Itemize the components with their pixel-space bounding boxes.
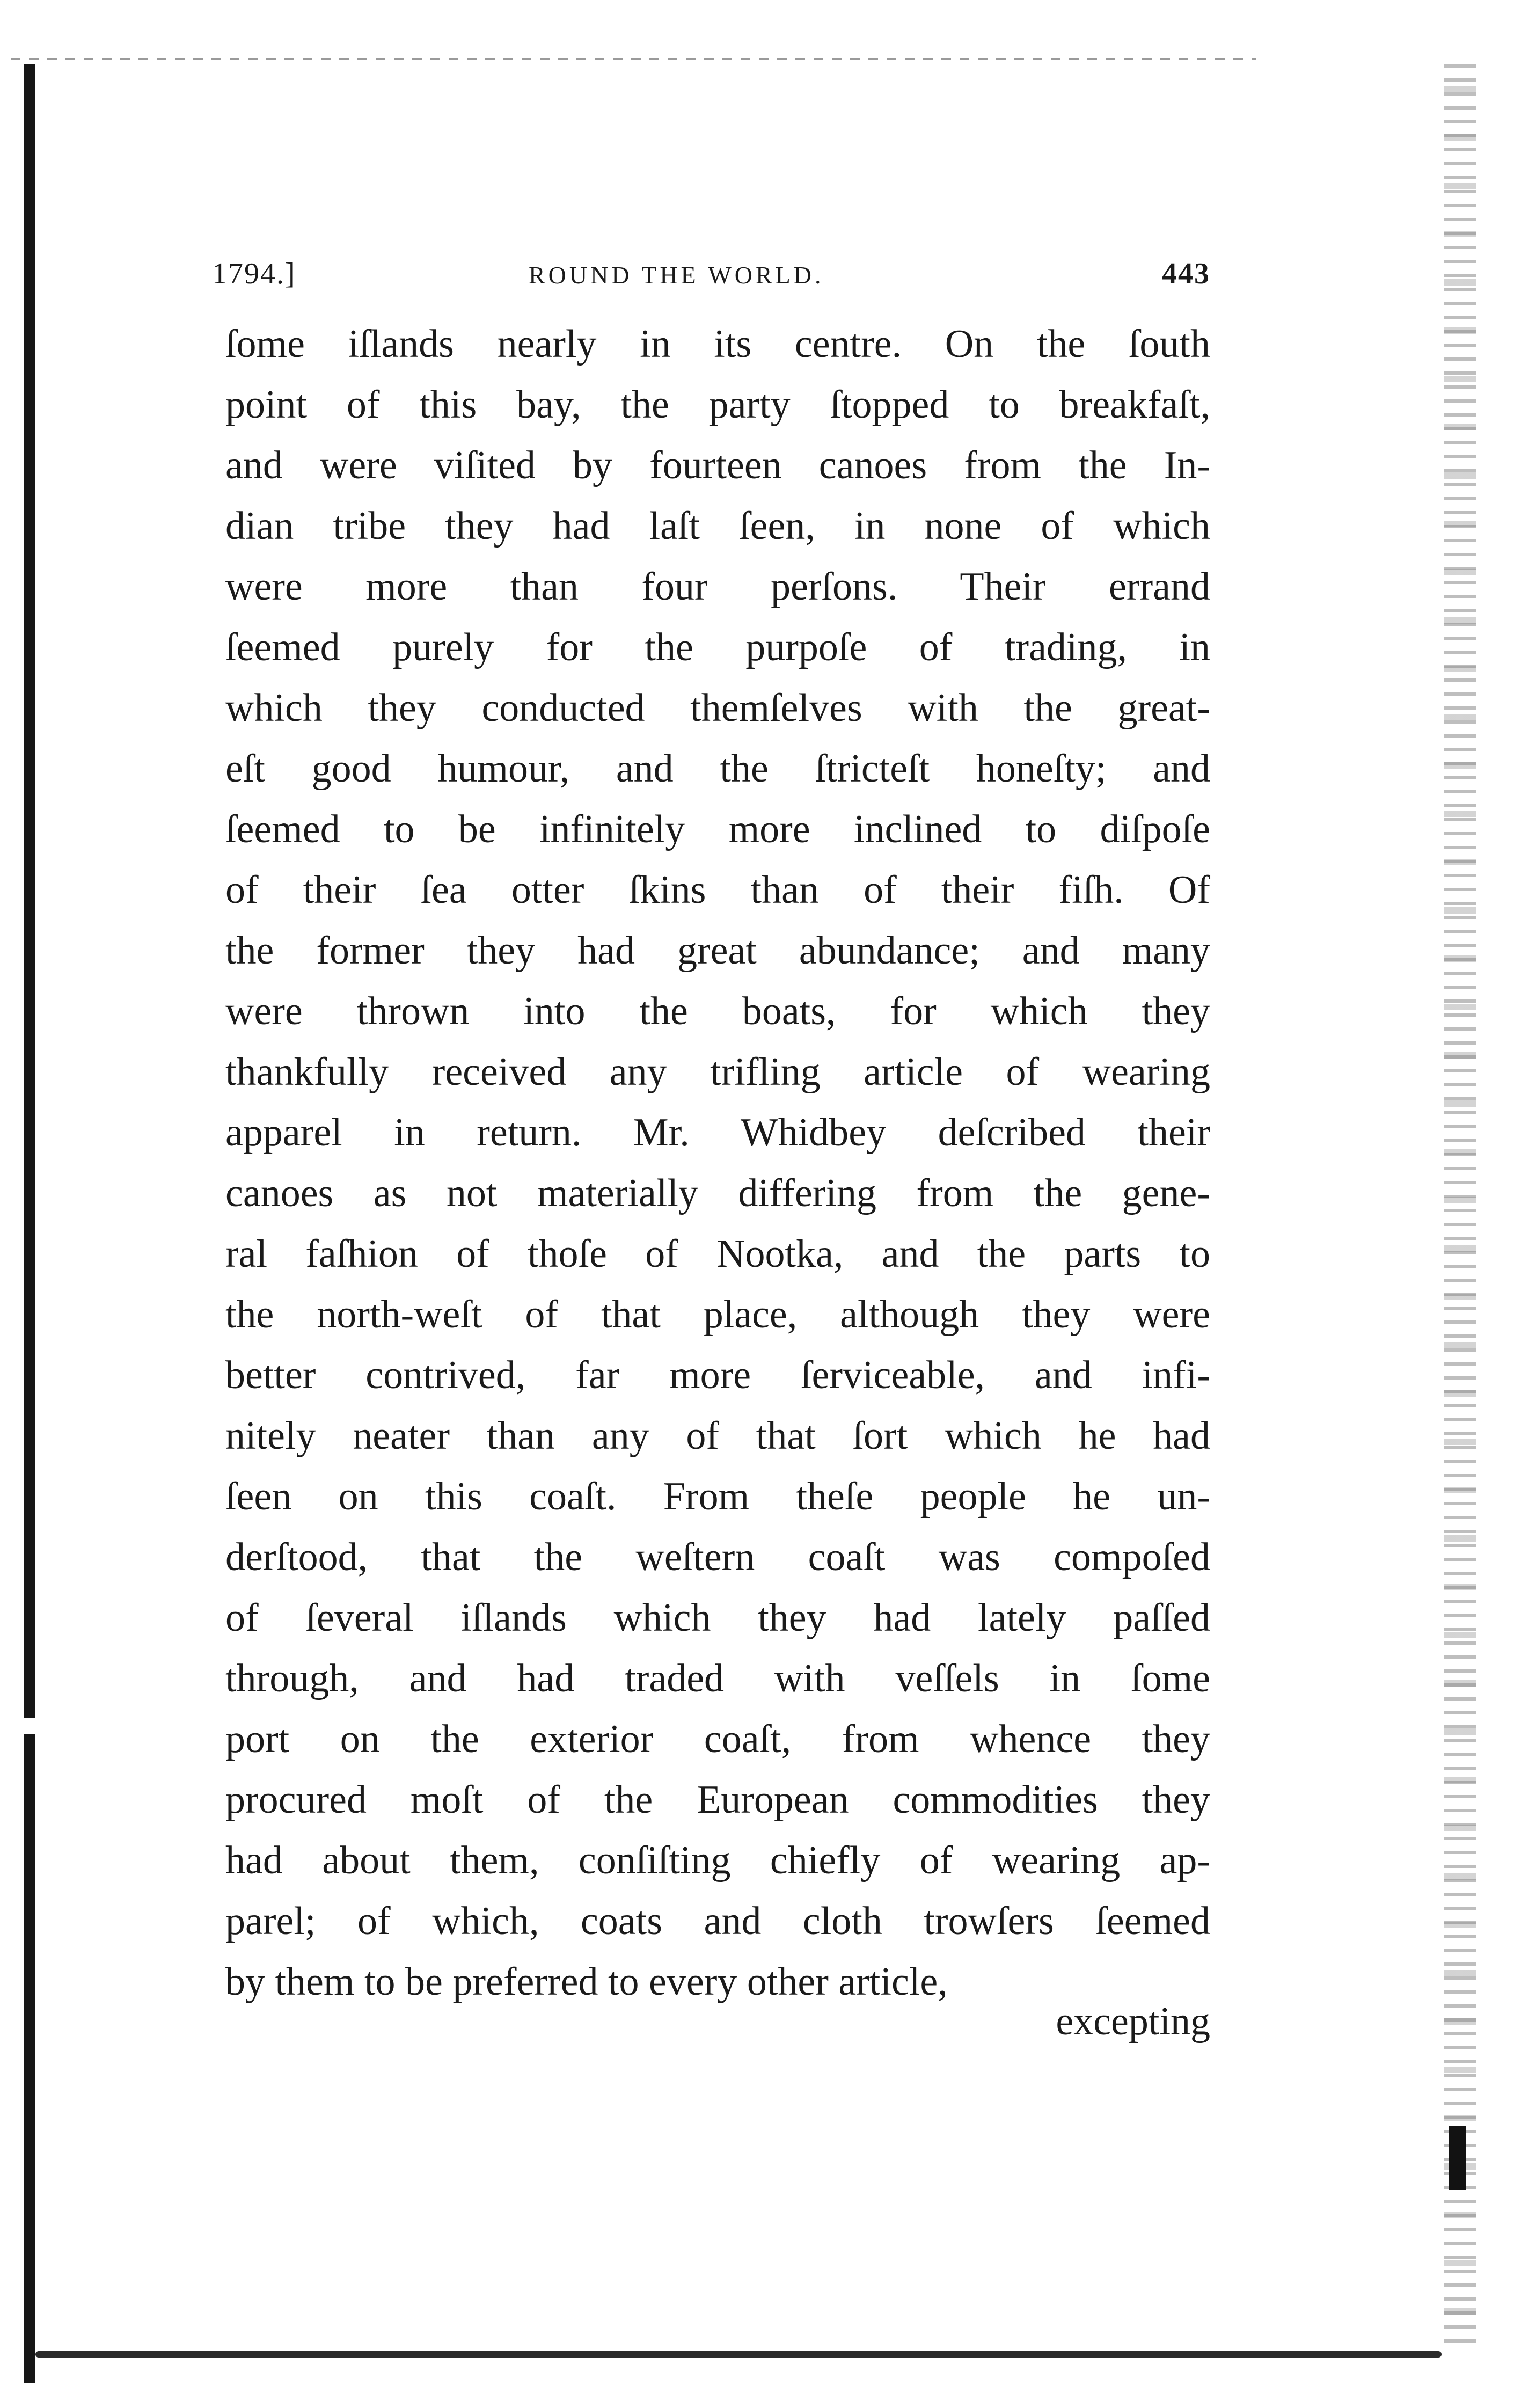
text-line: the north-weſt of that place, although they were bbox=[225, 1293, 1210, 1337]
text-line: had about them, conſiſting chiefly of wearing ap- bbox=[225, 1838, 1210, 1882]
text-line: were thrown into the boats, for which they bbox=[225, 989, 1210, 1033]
text-line: through, and had traded with veſſels in ſome bbox=[225, 1657, 1210, 1701]
text-line: of their ſea otter ſkins than of their fiſh. Of bbox=[225, 868, 1210, 912]
top-page-rule bbox=[11, 58, 1256, 60]
text-line: parel; of which, coats and cloth trowſers ſeemed bbox=[225, 1899, 1210, 1943]
running-head-title: ROUND THE WORLD. bbox=[529, 261, 824, 289]
text-line: the former they had great abundance; and many bbox=[225, 929, 1210, 973]
text-line: procured moſt of the European commodities they bbox=[225, 1778, 1210, 1822]
text-line: eſt good humour, and the ſtricteſt honeſty; and bbox=[225, 747, 1210, 791]
text-line: ral faſhion of thoſe of Nootka, and the parts to bbox=[225, 1232, 1210, 1276]
text-line: ſeemed purely for the purpoſe of trading, in bbox=[225, 625, 1210, 669]
text-line: apparel in return. Mr. Whidbey deſcribed their bbox=[225, 1111, 1210, 1155]
text-line: which they conducted themſelves with the great- bbox=[225, 686, 1210, 730]
text-line: by them to be preferred to every other article, bbox=[225, 1960, 948, 2004]
text-line: port on the exterior coaſt, from whence they bbox=[225, 1717, 1210, 1761]
text-line: ſeemed to be infinitely more inclined to diſpoſe bbox=[225, 807, 1210, 851]
catchword: excepting bbox=[1056, 2000, 1210, 2044]
binding-edge-lower bbox=[24, 1734, 35, 2383]
page-number: 443 bbox=[1162, 257, 1210, 290]
text-line: of ſeveral iſlands which they had lately paſſed bbox=[225, 1596, 1210, 1640]
running-head-year: 1794.] bbox=[212, 257, 296, 290]
running-head bbox=[212, 257, 1210, 300]
bottom-page-edge bbox=[35, 2351, 1442, 2358]
text-line: point of this bay, the party ſtopped to breakfaſt, bbox=[225, 383, 1210, 427]
text-line: and were viſited by fourteen canoes from the In- bbox=[225, 443, 1210, 487]
text-line: derſtood, that the weſtern coaſt was compoſed bbox=[225, 1535, 1210, 1579]
binding-edge bbox=[24, 64, 35, 1718]
body-text bbox=[225, 314, 1210, 2012]
text-line: ſeen on this coaſt. From theſe people he un- bbox=[225, 1475, 1210, 1519]
text-line: thankfully received any trifling article of wearing bbox=[225, 1050, 1210, 1094]
text-line: were more than four perſons. Their errand bbox=[225, 565, 1210, 609]
text-line: dian tribe they had laſt ſeen, in none of which bbox=[225, 504, 1210, 548]
text-line: canoes as not materially differing from the gene- bbox=[225, 1171, 1210, 1215]
right-edge-blot bbox=[1449, 2126, 1466, 2190]
text-line: better contrived, far more ſerviceable, and infi- bbox=[225, 1353, 1210, 1397]
text-line: nitely neater than any of that ſort which he had bbox=[225, 1414, 1210, 1458]
right-edge-scan-noise bbox=[1444, 64, 1476, 2351]
text-line: ſome iſlands nearly in its centre. On the ſouth bbox=[225, 322, 1210, 366]
